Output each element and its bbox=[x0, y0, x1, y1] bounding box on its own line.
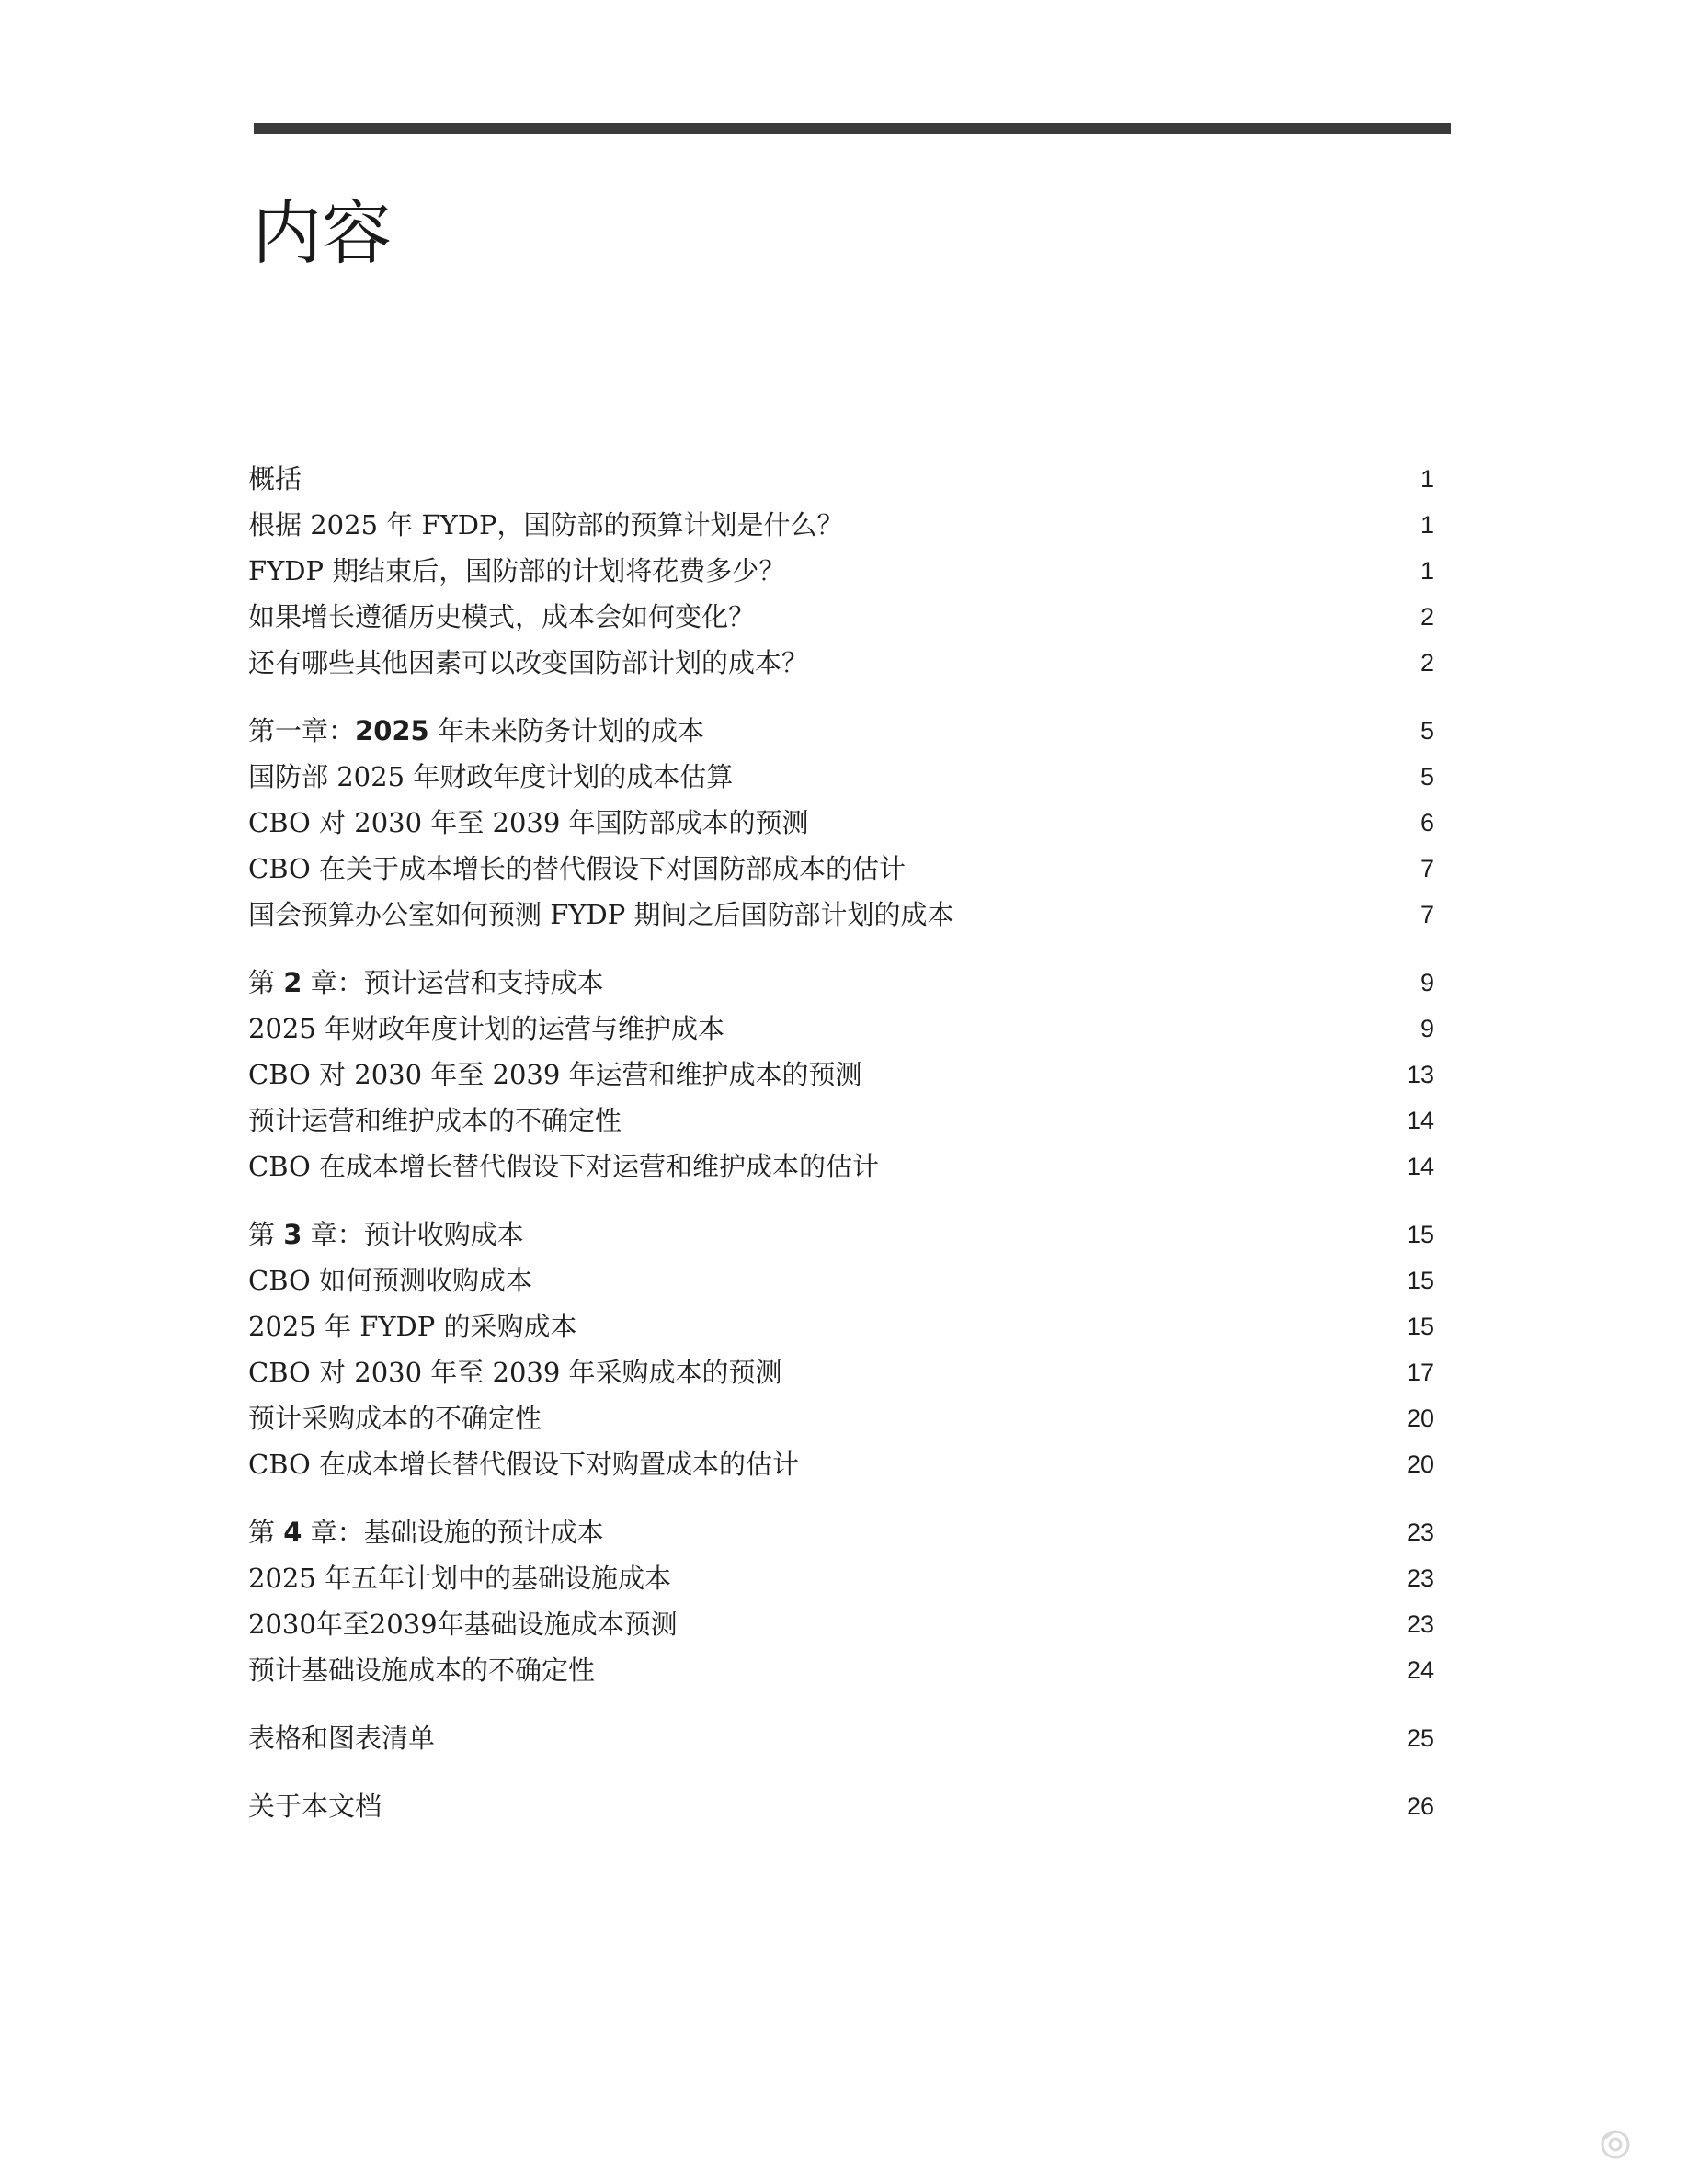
chapter-number: 3 bbox=[283, 1219, 302, 1250]
chapter-prefix: 第 bbox=[248, 967, 284, 998]
toc-entry[interactable] bbox=[248, 1395, 1434, 1441]
toc-entry-page: 15 bbox=[1406, 1267, 1434, 1294]
chapter-number: 2 bbox=[283, 967, 302, 998]
toc-entry-page: 23 bbox=[1406, 1564, 1434, 1592]
chapter-title: 章：基础设施的预计成本 bbox=[302, 1517, 604, 1548]
toc-section-list-of-tables bbox=[248, 1715, 1434, 1761]
toc-entry[interactable] bbox=[248, 502, 1434, 548]
chapter-title: 章：预计运营和支持成本 bbox=[302, 967, 604, 998]
toc-entry-page: 1 bbox=[1420, 511, 1434, 539]
toc-chapter-label bbox=[248, 708, 704, 754]
chapter-prefix: 第一章： bbox=[248, 715, 356, 746]
toc-entry-label: CBO 对 2030 年至 2039 年国防部成本的预测 bbox=[248, 807, 809, 838]
chapter-title: 章：预计收购成本 bbox=[302, 1219, 524, 1250]
table-of-contents bbox=[248, 456, 1434, 1851]
toc-section-chapter-4 bbox=[248, 1509, 1434, 1693]
toc-entry[interactable] bbox=[248, 846, 1434, 892]
toc-entry[interactable] bbox=[248, 594, 1434, 640]
toc-entry[interactable] bbox=[248, 640, 1434, 686]
toc-section-about bbox=[248, 1783, 1434, 1829]
toc-entry-page: 20 bbox=[1406, 1405, 1434, 1432]
toc-chapter-heading[interactable] bbox=[248, 1211, 1434, 1257]
toc-entry-page: 23 bbox=[1406, 1519, 1434, 1546]
toc-section-chapter-3 bbox=[248, 1211, 1434, 1487]
toc-entry-label: 预计采购成本的不确定性 bbox=[248, 1403, 542, 1434]
toc-entry[interactable] bbox=[248, 548, 1434, 594]
toc-entry-page: 9 bbox=[1420, 1015, 1434, 1042]
toc-entry-label: FYDP 期结束后，国防部的计划将花费多少？ bbox=[248, 555, 786, 586]
toc-entry[interactable] bbox=[248, 1006, 1434, 1052]
toc-entry-label: CBO 如何预测收购成本 bbox=[248, 1265, 533, 1296]
toc-section-chapter-1 bbox=[248, 708, 1434, 938]
toc-entry[interactable] bbox=[248, 1441, 1434, 1487]
toc-entry-page: 5 bbox=[1420, 763, 1434, 791]
toc-entry-page: 2 bbox=[1420, 603, 1434, 631]
toc-entry-label: 关于本文档 bbox=[248, 1791, 382, 1822]
toc-entry[interactable] bbox=[248, 1647, 1434, 1693]
toc-entry[interactable] bbox=[248, 800, 1434, 846]
toc-entry-label: 表格和图表清单 bbox=[248, 1723, 436, 1754]
toc-section-summary bbox=[248, 456, 1434, 686]
toc-entry[interactable] bbox=[248, 1601, 1434, 1647]
toc-entry[interactable] bbox=[248, 456, 1434, 502]
toc-entry-page: 23 bbox=[1406, 1610, 1434, 1638]
toc-entry[interactable] bbox=[248, 1052, 1434, 1098]
toc-entry-label: CBO 对 2030 年至 2039 年运营和维护成本的预测 bbox=[248, 1059, 862, 1090]
toc-entry-label: CBO 在成本增长替代假设下对购置成本的估计 bbox=[248, 1449, 800, 1480]
chapter-prefix: 第 bbox=[248, 1517, 284, 1548]
toc-entry-page: 7 bbox=[1420, 855, 1434, 882]
watermark-logo-icon bbox=[1600, 2129, 1631, 2160]
toc-entry-label: 预计运营和维护成本的不确定性 bbox=[248, 1105, 622, 1136]
page-title: 内容 bbox=[252, 192, 392, 274]
toc-chapter-heading[interactable] bbox=[248, 1509, 1434, 1555]
toc-entry-label: CBO 对 2030 年至 2039 年采购成本的预测 bbox=[248, 1357, 782, 1388]
toc-entry[interactable] bbox=[248, 892, 1434, 938]
toc-entry-label: 概括 bbox=[248, 463, 302, 495]
toc-entry-label: 根据 2025 年 FYDP，国防部的预算计划是什么？ bbox=[248, 509, 844, 540]
toc-entry-page: 20 bbox=[1406, 1450, 1434, 1478]
toc-entry[interactable] bbox=[248, 1349, 1434, 1395]
toc-entry-page: 13 bbox=[1406, 1061, 1434, 1088]
toc-entry-label: 2030年至2039年基础设施成本预测 bbox=[248, 1609, 678, 1640]
toc-entry[interactable] bbox=[248, 1555, 1434, 1601]
toc-entry[interactable] bbox=[248, 1715, 1434, 1761]
toc-chapter-label bbox=[248, 1509, 604, 1555]
toc-entry[interactable] bbox=[248, 1783, 1434, 1829]
toc-entry-page: 14 bbox=[1406, 1107, 1434, 1134]
chapter-number: 2025 bbox=[355, 715, 429, 746]
toc-entry-label: 如果增长遵循历史模式，成本会如何变化？ bbox=[248, 601, 756, 632]
toc-entry-page: 2 bbox=[1420, 649, 1434, 677]
toc-entry-page: 24 bbox=[1406, 1656, 1434, 1684]
toc-entry[interactable] bbox=[248, 1098, 1434, 1143]
toc-chapter-label bbox=[248, 1211, 524, 1257]
toc-entry-label: CBO 在关于成本增长的替代假设下对国防部成本的估计 bbox=[248, 853, 907, 884]
toc-entry-page: 25 bbox=[1406, 1724, 1434, 1752]
toc-entry-page: 7 bbox=[1420, 901, 1434, 928]
toc-entry-page: 1 bbox=[1420, 465, 1434, 493]
toc-entry-page: 5 bbox=[1420, 717, 1434, 745]
toc-entry-label: CBO 在成本增长替代假设下对运营和维护成本的估计 bbox=[248, 1151, 880, 1182]
toc-chapter-heading[interactable] bbox=[248, 708, 1434, 754]
toc-entry-label: 还有哪些其他因素可以改变国防部计划的成本？ bbox=[248, 647, 809, 678]
toc-entry-label: 2025 年五年计划中的基础设施成本 bbox=[248, 1563, 672, 1594]
toc-entry-page: 26 bbox=[1406, 1792, 1434, 1820]
toc-entry-label: 国防部 2025 年财政年度计划的成本估算 bbox=[248, 761, 734, 792]
toc-entry[interactable] bbox=[248, 1257, 1434, 1303]
toc-chapter-label bbox=[248, 960, 604, 1006]
toc-section-chapter-2 bbox=[248, 960, 1434, 1189]
chapter-prefix: 第 bbox=[248, 1219, 284, 1250]
toc-entry-page: 14 bbox=[1406, 1153, 1434, 1180]
top-rule bbox=[254, 123, 1451, 134]
toc-entry[interactable] bbox=[248, 1303, 1434, 1349]
toc-entry[interactable] bbox=[248, 754, 1434, 800]
toc-entry-label: 国会预算办公室如何预测 FYDP 期间之后国防部计划的成本 bbox=[248, 899, 954, 930]
toc-entry-page: 9 bbox=[1420, 969, 1434, 996]
toc-entry-page: 15 bbox=[1406, 1313, 1434, 1340]
toc-entry-page: 6 bbox=[1420, 809, 1434, 836]
chapter-number: 4 bbox=[283, 1517, 302, 1548]
toc-entry-page: 15 bbox=[1406, 1221, 1434, 1248]
toc-entry-page: 1 bbox=[1420, 557, 1434, 585]
toc-entry[interactable] bbox=[248, 1143, 1434, 1189]
toc-entry-label: 预计基础设施成本的不确定性 bbox=[248, 1655, 596, 1686]
toc-entry-label: 2025 年 FYDP 的采购成本 bbox=[248, 1311, 577, 1342]
chapter-title: 年未来防务计划的成本 bbox=[428, 715, 704, 746]
toc-entry-label: 2025 年财政年度计划的运营与维护成本 bbox=[248, 1013, 725, 1044]
toc-entry-page: 17 bbox=[1406, 1359, 1434, 1386]
toc-chapter-heading[interactable] bbox=[248, 960, 1434, 1006]
